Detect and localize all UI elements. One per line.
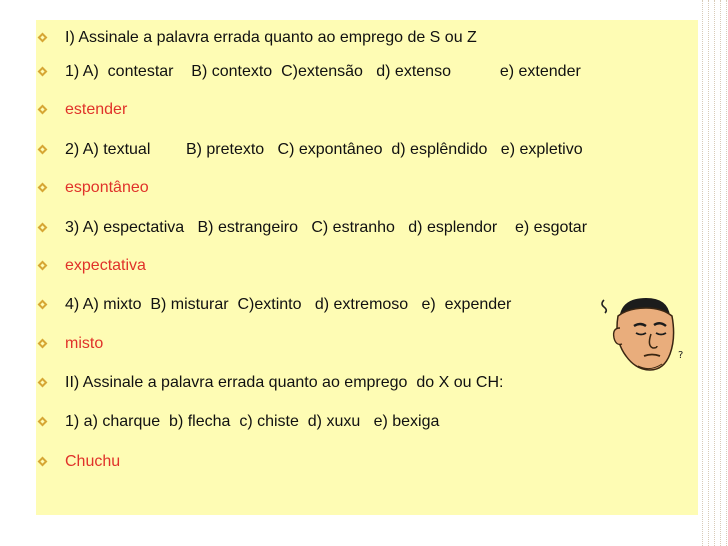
list-item-text: I) Assinale a palavra errada quanto ao emprego de S ou Z	[65, 29, 477, 46]
bullet-icon	[38, 67, 48, 77]
list-item-text: 4) A) mixto B) misturar C)extinto d) extremoso e) expender	[65, 296, 512, 313]
answer-text: misto	[65, 335, 104, 352]
bullet-icon	[38, 300, 48, 310]
slide-content	[36, 20, 698, 515]
bullet-icon	[38, 261, 48, 271]
bullet-icon	[38, 33, 48, 43]
answer-text: expectativa	[65, 257, 146, 274]
list-item-text: 3) A) espectativa B) estrangeiro C) estranho d) esplendor e) esgotar	[65, 219, 588, 236]
list-item-text: 1) A) contestar B) contexto C)extensão d) extenso e) extender	[65, 63, 581, 80]
list-item-text: 1) a) charque b) flecha c) chiste d) xuxu e) bexiga	[65, 413, 440, 430]
thinking-man-icon	[598, 292, 688, 376]
svg-text:?: ?	[678, 350, 684, 361]
answer-text: Chuchu	[65, 453, 121, 470]
bullet-icon	[38, 378, 48, 388]
bullet-icon	[38, 183, 48, 193]
bullet-icon	[38, 339, 48, 349]
bullet-icon	[38, 145, 48, 155]
answer-text: espontâneo	[65, 179, 149, 196]
bullet-icon	[38, 457, 48, 467]
bullet-icon	[38, 105, 48, 115]
list-item-text: 2) A) textual B) pretexto C) expontâneo d) esplêndido e) expletivo	[65, 141, 583, 158]
bullet-icon	[38, 223, 48, 233]
bullet-icon	[38, 417, 48, 427]
answer-text: estender	[65, 101, 128, 118]
frame-decoration	[700, 0, 728, 546]
list-item-text: II) Assinale a palavra errada quanto ao emprego do X ou CH:	[65, 374, 504, 391]
